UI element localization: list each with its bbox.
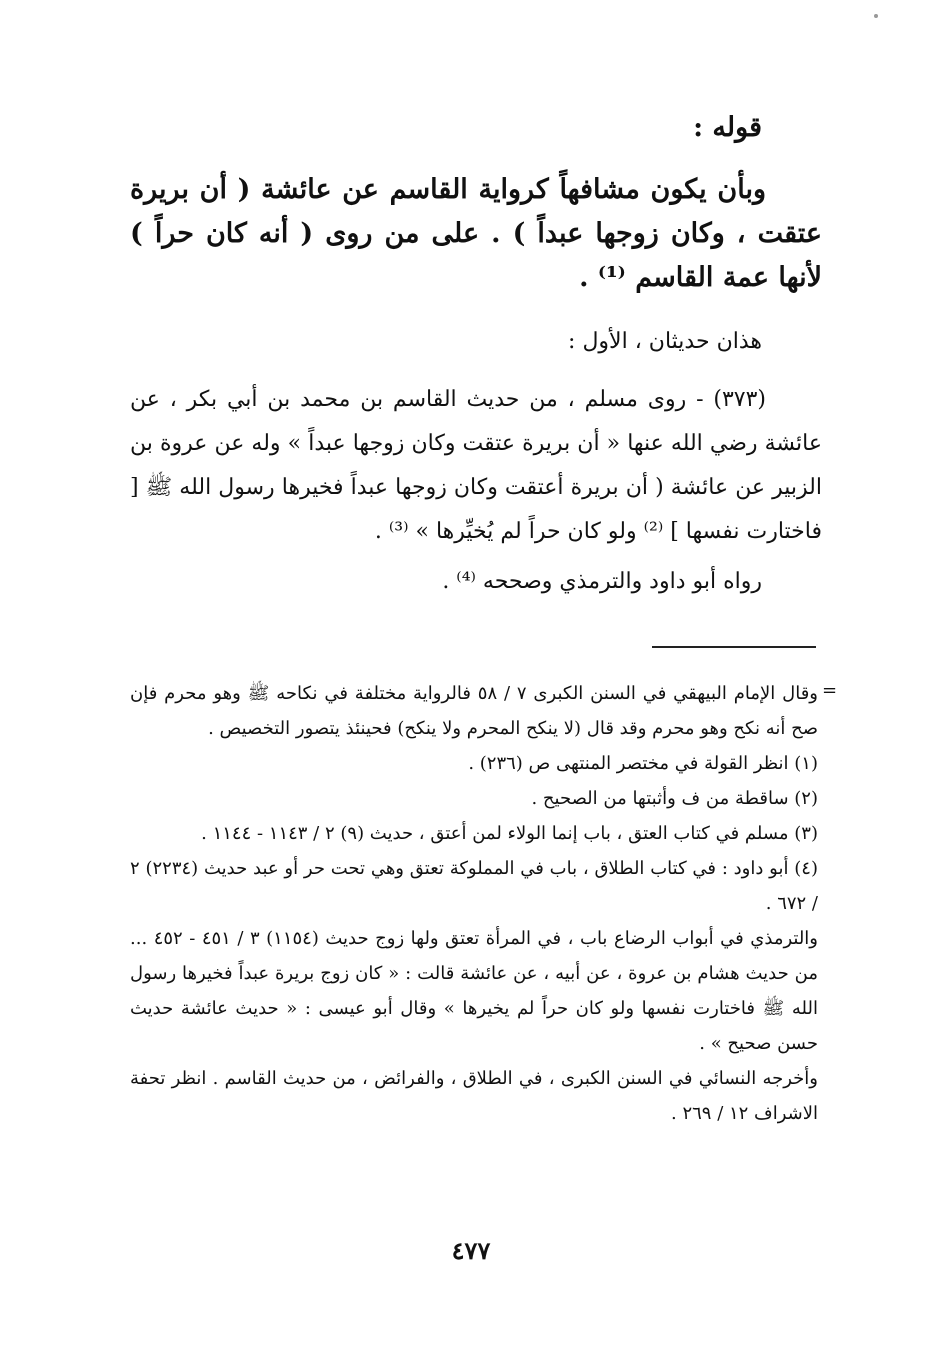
footnote-continued: وقال الإمام البيهقي في السنن الكبرى ٧ / ٥٨ فالرواية مختلفة في نكاحه ﷺ وهو محرم فإن صح أنه نكح وهو محرم وقد قال (لا ينكح المحرم ولا ينكح) فحينئذ يتصور التخصيص . xyxy=(130,683,818,739)
scan-speck xyxy=(874,14,878,18)
footnote-1: (١) انظر القولة في مختصر المنتهى ص (٢٣٦) . xyxy=(468,753,818,774)
page-number: ٤٧٧ xyxy=(451,1236,491,1265)
footnote-continuation-marker: = xyxy=(822,680,838,701)
narration-line: رواه أبو داود والترمذي وصححه ⁽⁴⁾ . xyxy=(442,569,762,594)
hadith-paragraph: (٣٧٣) - روى مسلم ، من حديث القاسم بن محمد بن أبي بكر ، عن عائشة رضي الله عنها « أن بريرة عتقت وكان زوجها عبداً » وله عن عروة بن الزبير عن عائشة ( أن بريرة أعتقت وكان زوجها عبداً فخيرها رسول الله ﷺ [ فاختارت نفسها ] ⁽²⁾ ولو كان حراً لم يُخيِّرها » ⁽³⁾ . xyxy=(130,387,822,544)
footnote-divider xyxy=(652,646,816,648)
footnote-4-tirmidhi: والترمذي في أبواب الرضاع باب ، في المرأة تعتق ولها زوج حديث (١١٥٤) ٣ / ٤٥١ - ٤٥٢ ... من حديث هشام بن عروة ، عن أبيه ، عن عائشة قالت : « كان زوج بريرة عبداً فخيرها رسول الله ﷺ فاختارت نفسها ولو كان حراً لم يخيرها » وقال أبو عيسى : « حديث عائشة حديث حسن صحيح » . xyxy=(130,928,818,1054)
quoted-statement xyxy=(130,168,822,300)
hadith-block xyxy=(130,378,822,554)
section-heading: قوله : xyxy=(693,112,762,143)
footnotes xyxy=(130,676,818,1131)
quote-paragraph: وبأن يكون مشافهاً كرواية القاسم عن عائشة ( أن بريرة عتقت ، وكان زوجها عبداً ) . على من روى ( أنه كان حراً ) لأنها عمة القاسم ⁽¹⁾ . xyxy=(130,174,822,293)
footnote-3: (٣) مسلم في كتاب العتق ، باب إنما الولاء لمن أعتق ، حديث (٩) ٢ / ١١٤٣ - ١١٤٤ . xyxy=(201,823,818,844)
footnote-4: (٤) أبو داود : في كتاب الطلاق ، باب في المملوكة تعتق وهي تحت حر أو عبد حديث (٢٢٣٤) ٢ / ٦٧٢ . xyxy=(130,858,818,914)
footnote-4-nasai: وأخرجه النسائي في السنن الكبرى ، في الطلاق ، والفرائض ، من حديث القاسم . انظر تحفة الاشراف ١٢ / ٢٦٩ . xyxy=(130,1068,818,1124)
footnote-2: (٢) ساقطة من ف وأثبتها من الصحيح . xyxy=(531,788,818,809)
intro-line: هذان حديثان ، الأول : xyxy=(568,329,762,354)
